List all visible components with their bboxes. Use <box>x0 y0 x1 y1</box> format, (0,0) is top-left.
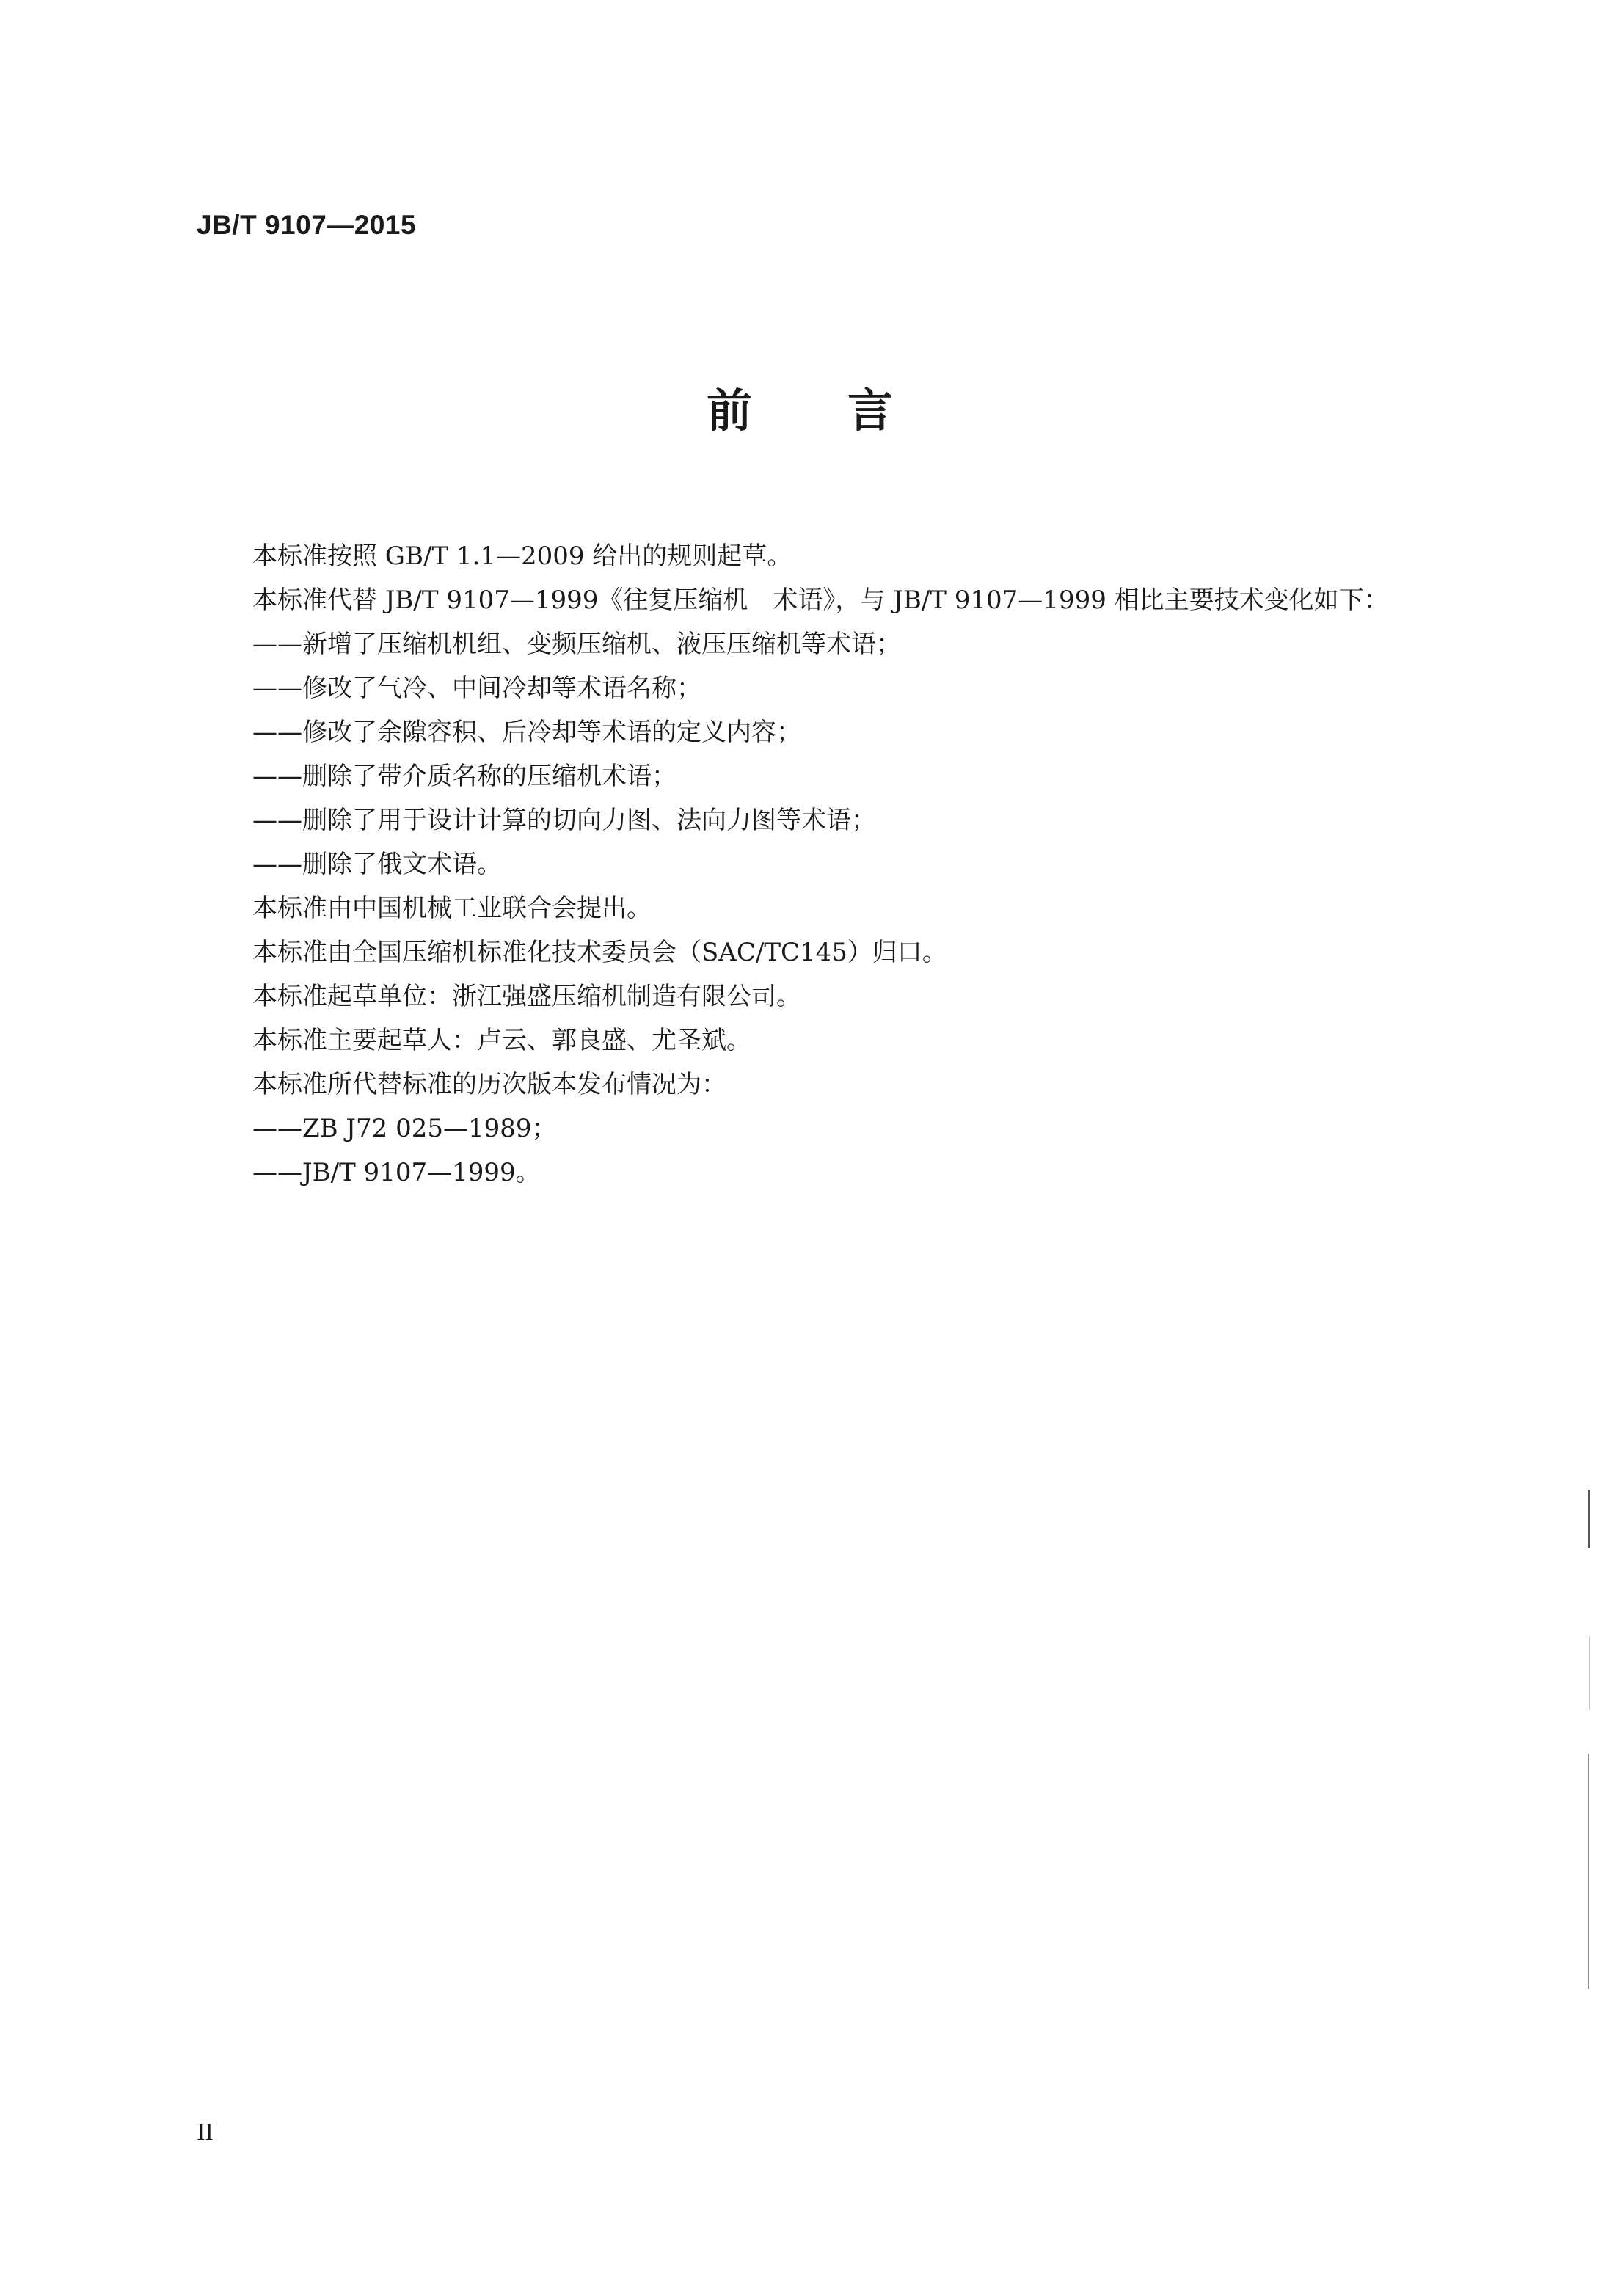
standard-code: JB/T 9107—2015 <box>197 210 417 240</box>
page-number: II <box>197 2118 214 2146</box>
paragraph: 本标准由中国机械工业联合会提出。 <box>252 894 652 923</box>
paragraph: 本标准按照 GB/T 1.1—2009 给出的规则起草。 <box>252 542 792 571</box>
paragraph: 本标准由全国压缩机标准化技术委员会（SAC/TC145）归口。 <box>252 938 947 967</box>
scan-artifact <box>1589 1636 1590 1710</box>
list-item: ——ZB J72 025—1989； <box>252 1114 557 1143</box>
list-item: ——修改了气冷、中间冷却等术语名称； <box>252 674 701 703</box>
list-item: ——删除了用于设计计算的切向力图、法向力图等术语； <box>252 806 876 835</box>
paragraph: 本标准主要起草人：卢云、郭良盛、尤圣斌。 <box>252 1026 751 1055</box>
paragraph: 本标准起草单位：浙江强盛压缩机制造有限公司。 <box>252 982 801 1011</box>
page-title: 前 言 <box>706 384 894 437</box>
foreword-body <box>252 534 1529 1195</box>
list-item: ——修改了余隙容积、后冷却等术语的定义内容； <box>252 718 801 747</box>
list-item: ——新增了压缩机机组、变频压缩机、液压压缩机等术语； <box>252 630 901 659</box>
paragraph: 本标准所代替标准的历次版本发布情况为： <box>252 1070 726 1099</box>
scan-artifact <box>1588 1754 1589 1989</box>
list-item: ——删除了带介质名称的压缩机术语； <box>252 762 676 791</box>
paragraph: 本标准代替 JB/T 9107—1999《往复压缩机 术语》，与 JB/T 9107—1999 相比主要技术变化如下： <box>252 586 1389 615</box>
scan-artifact <box>1588 1490 1590 1548</box>
list-item: ——删除了俄文术语。 <box>252 850 502 879</box>
list-item: ——JB/T 9107—1999。 <box>252 1158 541 1187</box>
